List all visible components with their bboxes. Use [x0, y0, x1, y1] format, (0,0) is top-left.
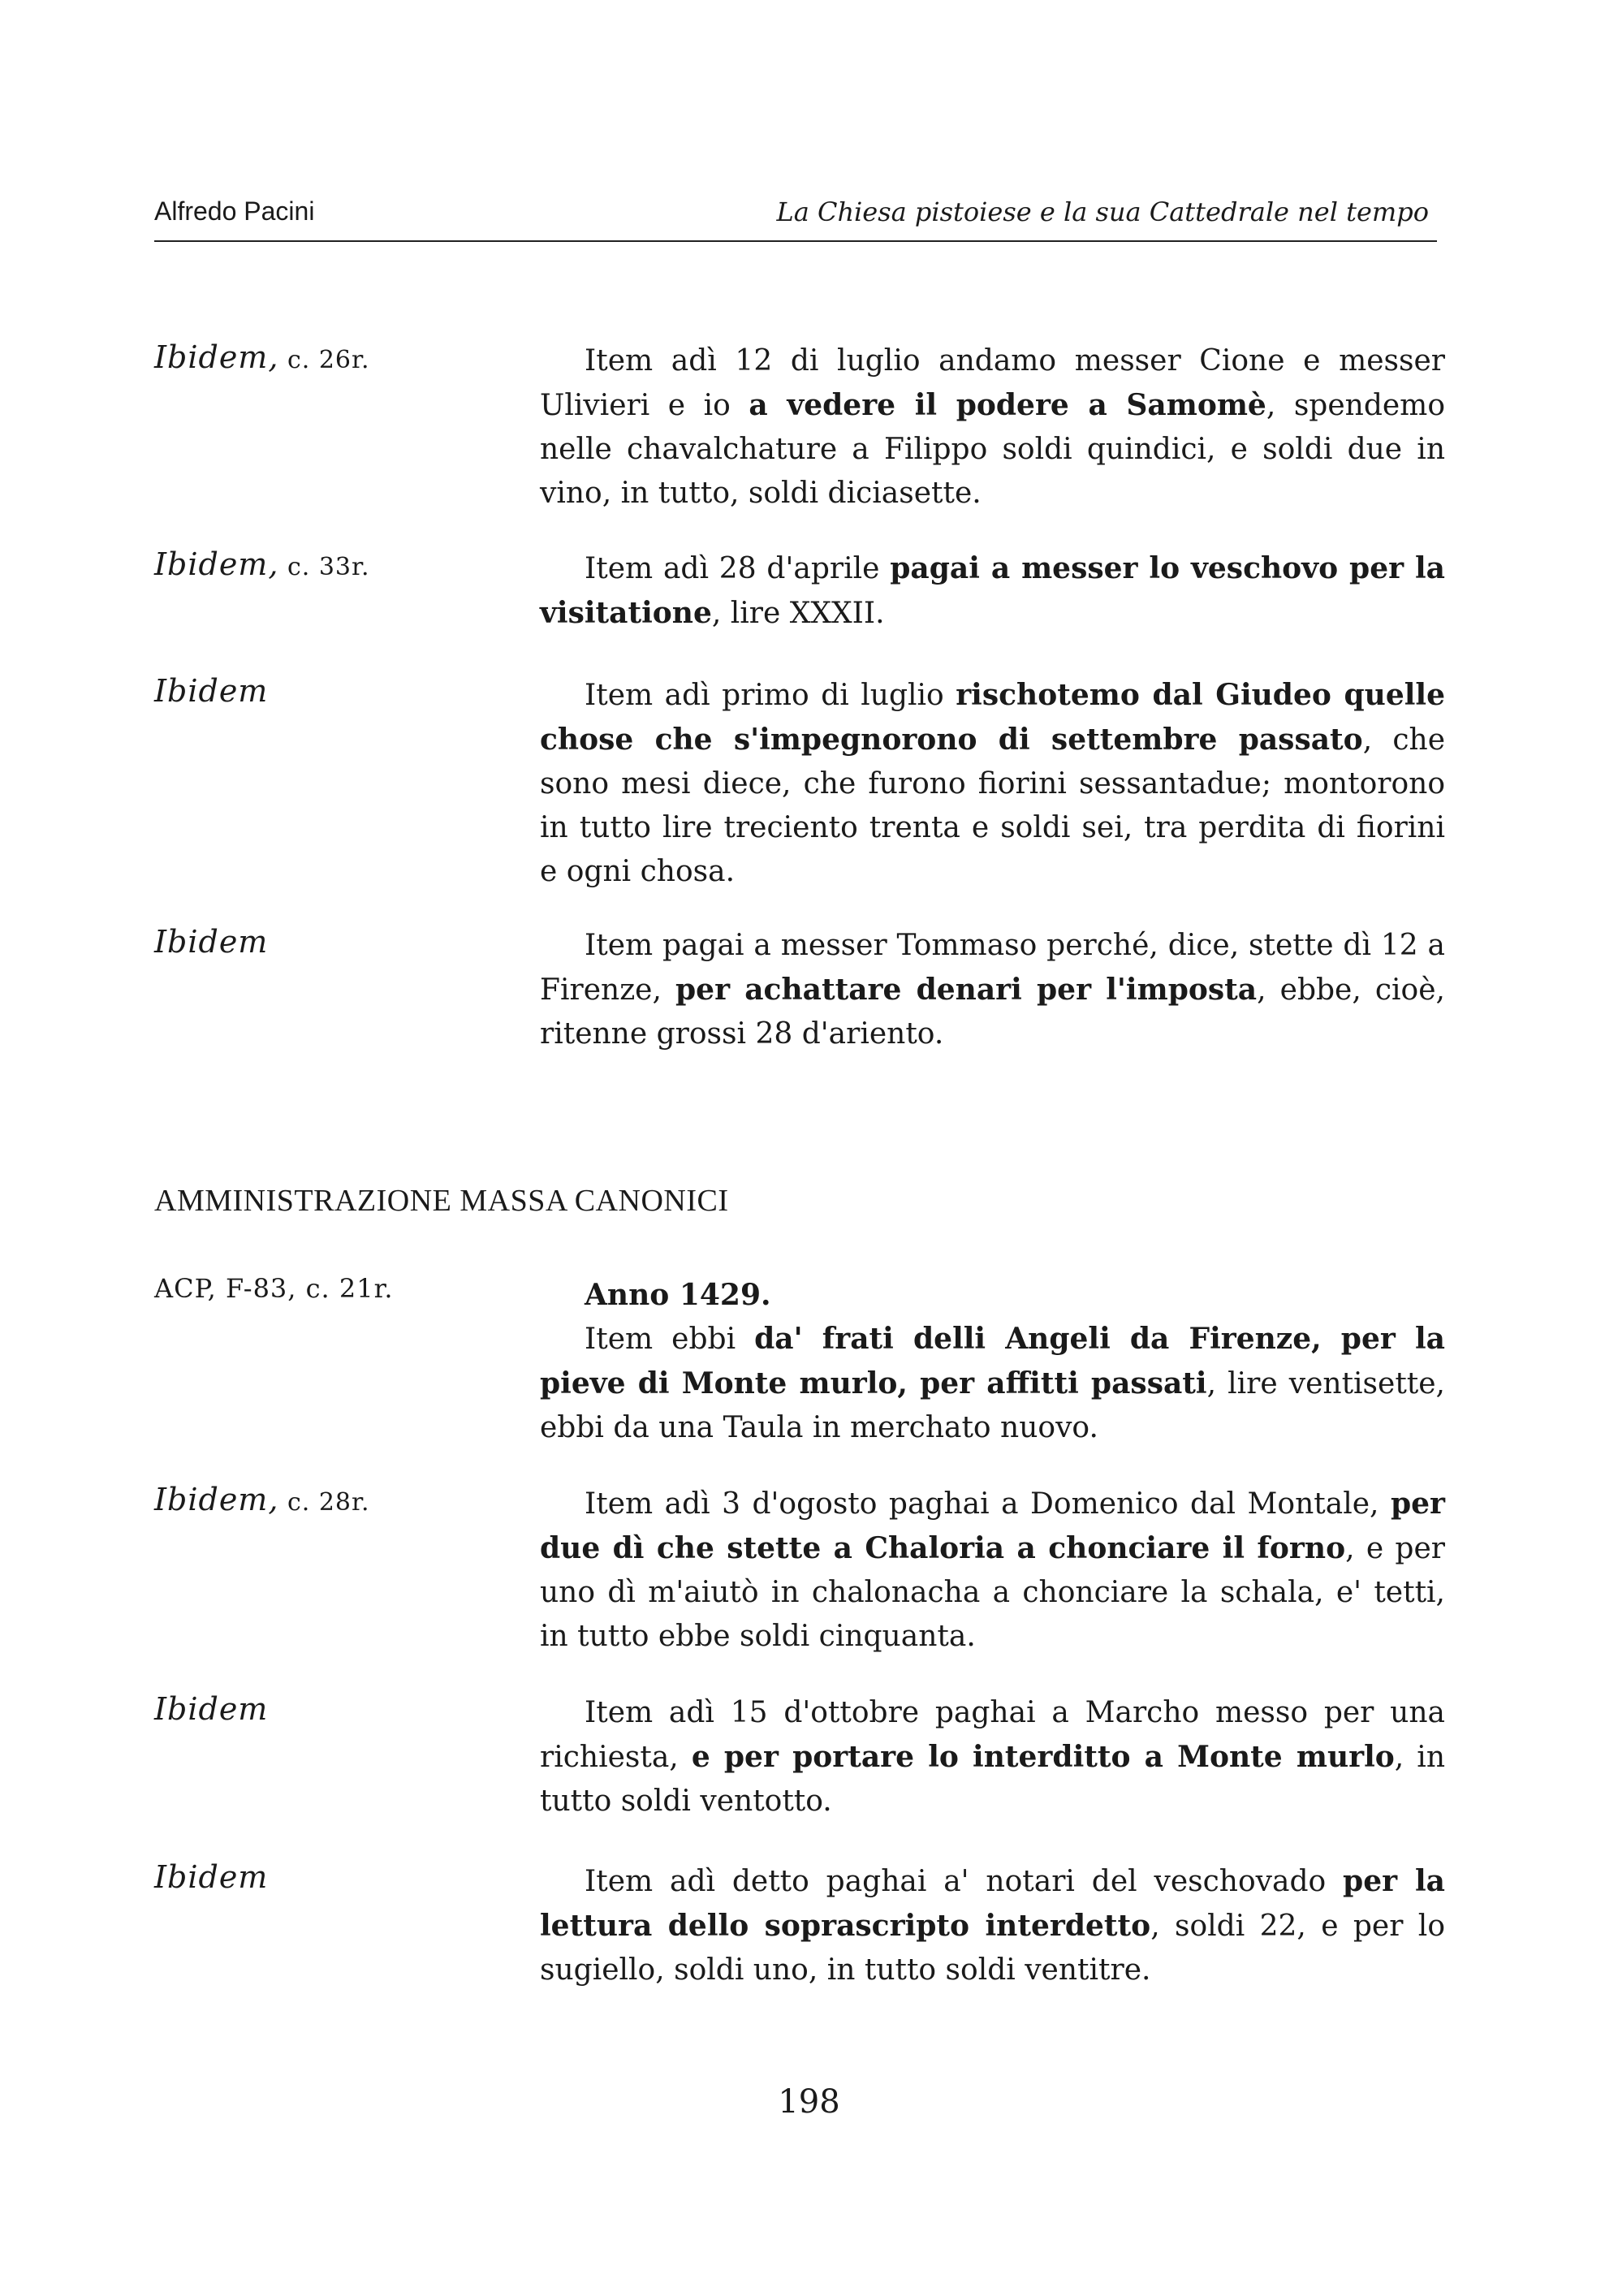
text-segment: Item adì 15 d'ottobre paghai a Marcho messo per una richiesta, [540, 1696, 1445, 1774]
text-segment: Item adì 12 di luglio andamo messer Cione e messer Ulivieri e io [540, 344, 1445, 422]
text-segment: Item ebbi [585, 1323, 755, 1356]
text-segment: , spendemo nelle chavalchature a Filippo soldi quindici, e soldi due in vino, in tutto, soldi diciasette. [540, 389, 1445, 510]
section-title: AMMINISTRAZIONE MASSA CANONICI [154, 1184, 729, 1218]
text-segment: Item adì 3 d'ogosto paghai a Domenico dal Montale, [585, 1487, 1391, 1521]
text-segment: Item adì detto paghai a' notari del veschovado [585, 1865, 1344, 1898]
entry-text [540, 1482, 1445, 1659]
text-segment: , ebbe, cioè, ritenne grossi 28 d'ariento. [540, 973, 1445, 1051]
emphasized-text: a vedere il podere a Samomè [749, 388, 1266, 422]
header-book-title: La Chiesa pistoiese e la sua Cattedrale nel tempo [776, 196, 1429, 227]
entry-reference: Ibidem, c. 33r. [154, 546, 370, 582]
emphasized-text: rischotemo dal Giudeo quelle chose che s'impegnorono di settembre passato [540, 678, 1445, 757]
entry-text [540, 924, 1445, 1056]
entry-year: Anno 1429. [585, 1278, 771, 1312]
page-number: 198 [778, 2083, 840, 2121]
entry-reference: Ibidem [154, 924, 269, 960]
emphasized-text: e per portare lo interditto a Monte murlo [691, 1740, 1395, 1774]
emphasized-text: da' frati delli Angeli da Firenze, per la pieve di Monte murlo, per affitti passati [540, 1322, 1445, 1400]
entry-text [540, 546, 1445, 636]
entry-reference: Ibidem [154, 1691, 269, 1727]
running-header [154, 193, 1437, 242]
emphasized-text: pagai a messer lo veschovo per la visitatione [540, 551, 1445, 630]
emphasized-text: per la lettura dello soprascripto interdetto [540, 1864, 1445, 1943]
text-segment: , e per uno dì m'aiutò in chalonacha a chonciare la schala, e' tetti, in tutto ebbe soldi cinquanta. [540, 1532, 1445, 1653]
entry-text [540, 1859, 1445, 1992]
emphasized-text: per achattare denari per l'imposta [675, 973, 1258, 1007]
entry-text [540, 1273, 1445, 1450]
entry-reference: Ibidem, c. 26r. [154, 339, 370, 375]
entry-reference: Ibidem [154, 1859, 269, 1895]
entry-reference: ACP, F-83, c. 21r. [154, 1273, 394, 1304]
text-segment: , in tutto soldi ventotto. [540, 1741, 1446, 1818]
entry-reference: Ibidem [154, 673, 269, 709]
entry-text [540, 339, 1445, 516]
text-segment: Item adì primo di luglio [585, 679, 956, 712]
text-segment: Item adì 28 d'aprile [585, 552, 891, 585]
text-segment: , lire ventisette, ebbi da una Taula in merchato nuovo. [540, 1367, 1446, 1444]
entry-text [540, 673, 1445, 894]
text-segment: Item pagai a messer Tommaso perché, dice, stette dì 12 a Firenze, [540, 929, 1445, 1007]
entry-text [540, 1691, 1445, 1823]
text-segment: , lire XXXII. [711, 597, 885, 630]
text-segment: , che sono mesi diece, che furono fiorini sessantadue; montorono in tutto lire treciento trenta e soldi sei, tra perdita di fiorini e ogni chosa. [540, 723, 1445, 888]
text-segment: , soldi 22, e per lo sugiello, soldi uno, in tutto soldi ventitre. [540, 1910, 1445, 1987]
entry-reference: Ibidem, c. 28r. [154, 1482, 370, 1517]
emphasized-text: per due dì che stette a Chaloria a chonciare il forno [540, 1487, 1445, 1565]
header-author: Alfredo Pacini [154, 196, 315, 226]
